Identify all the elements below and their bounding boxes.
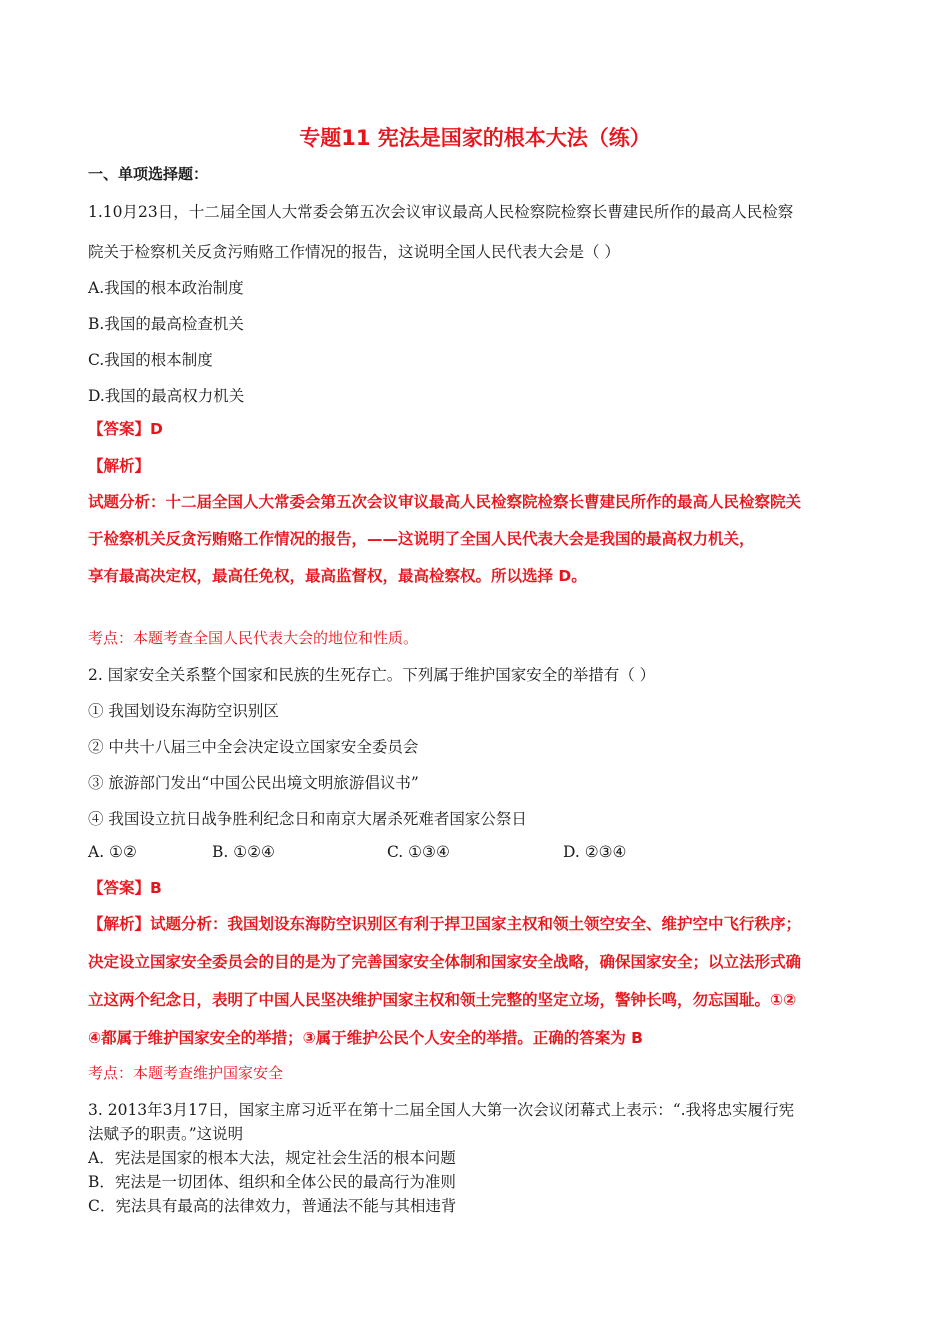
q2-item-3: ③ 旅游部门发出“中国公民出境文明旅游倡议书” bbox=[88, 774, 419, 792]
q2-item-2: ② 中共十八届三中全会决定设立国家安全委员会 bbox=[88, 738, 419, 756]
page-title: 专题11 宪法是国家的根本大法（练） bbox=[299, 126, 651, 150]
q1-analysis-line1: 试题分析：十二届全国人大常委会第五次会议审议最高人民检察院检察长曹建民所作的最高人民检察院关 bbox=[88, 493, 802, 511]
q2-analysis-line4: ④都属于维护国家安全的举措；③属于维护公民个人安全的举措。正确的答案为 B bbox=[88, 1029, 643, 1047]
q3-option-c: C．宪法具有最高的法律效力，普通法不能与其相违背 bbox=[88, 1197, 457, 1215]
q2-choice-a: A. ①② bbox=[88, 843, 137, 861]
q1-analysis-line2: 于检察机关反贪污贿赂工作情况的报告，——这说明了全国人民代表大会是我国的最高权力机关， bbox=[88, 530, 755, 548]
q3-stem-line1: 3. 2013年3月17日，国家主席习近平在第十二届全国人大第一次会议闭幕式上表示：“.我将忠实履行宪 bbox=[88, 1101, 795, 1119]
q2-analysis-line3: 立这两个纪念日，表明了中国人民坚决维护国家主权和领土完整的坚定立场，警钟长鸣，勿忘国耻。①② bbox=[88, 991, 797, 1009]
q3-option-b: B．宪法是一切团体、组织和全体公民的最高行为准则 bbox=[88, 1173, 456, 1191]
q2-item-4: ④ 我国设立抗日战争胜利纪念日和南京大屠杀死难者国家公祭日 bbox=[88, 810, 527, 828]
q3-option-a: A．宪法是国家的根本大法，规定社会生活的根本问题 bbox=[88, 1149, 456, 1167]
q2-choice-b: B. ①②④ bbox=[212, 843, 275, 861]
section-heading: 一、单项选择题： bbox=[88, 165, 209, 183]
q2-item-1: ① 我国划设东海防空识别区 bbox=[88, 702, 279, 720]
q1-kaodian: 考点：本题考查全国人民代表大会的地位和性质。 bbox=[88, 629, 419, 647]
q1-analysis-line3: 享有最高决定权，最高任免权，最高监督权，最高检察权。所以选择 D。 bbox=[88, 567, 587, 585]
q3-stem-line2: 法赋予的职责。”这说明 bbox=[88, 1125, 244, 1143]
q1-option-a: A.我国的根本政治制度 bbox=[88, 279, 244, 297]
q1-option-c: C.我国的根本制度 bbox=[88, 351, 213, 369]
q1-stem-line1: 1.10月23日，十二届全国人大常委会第五次会议审议最高人民检察院检察长曹建民所作的最高人民检察 bbox=[88, 203, 794, 221]
q2-stem: 2. 国家安全关系整个国家和民族的生死存亡。下列属于维护国家安全的举措有（ ） bbox=[88, 666, 656, 684]
q1-analysis-label: 【解析】 bbox=[88, 457, 151, 475]
q2-choice-d: D. ②③④ bbox=[563, 843, 627, 861]
q2-kaodian: 考点：本题考查维护国家安全 bbox=[88, 1064, 284, 1082]
q1-option-d: D.我国的最高权力机关 bbox=[88, 387, 245, 405]
q1-option-b: B.我国的最高检查机关 bbox=[88, 315, 244, 333]
q2-choice-c: C. ①③④ bbox=[387, 843, 450, 861]
q2-analysis-line2: 决定设立国家安全委员会的目的是为了完善国家安全体制和国家安全战略，确保国家安全；以立法形式确 bbox=[88, 953, 802, 971]
q1-answer: 【答案】D bbox=[88, 420, 163, 438]
q2-answer: 【答案】B bbox=[88, 879, 162, 897]
q1-stem-line2: 院关于检察机关反贪污贿赂工作情况的报告，这说明全国人民代表大会是（ ） bbox=[88, 243, 620, 261]
q2-analysis-line1: 【解析】试题分析：我国划设东海防空识别区有利于捍卫国家主权和领土领空安全、维护空中飞行秩序； bbox=[88, 915, 802, 933]
